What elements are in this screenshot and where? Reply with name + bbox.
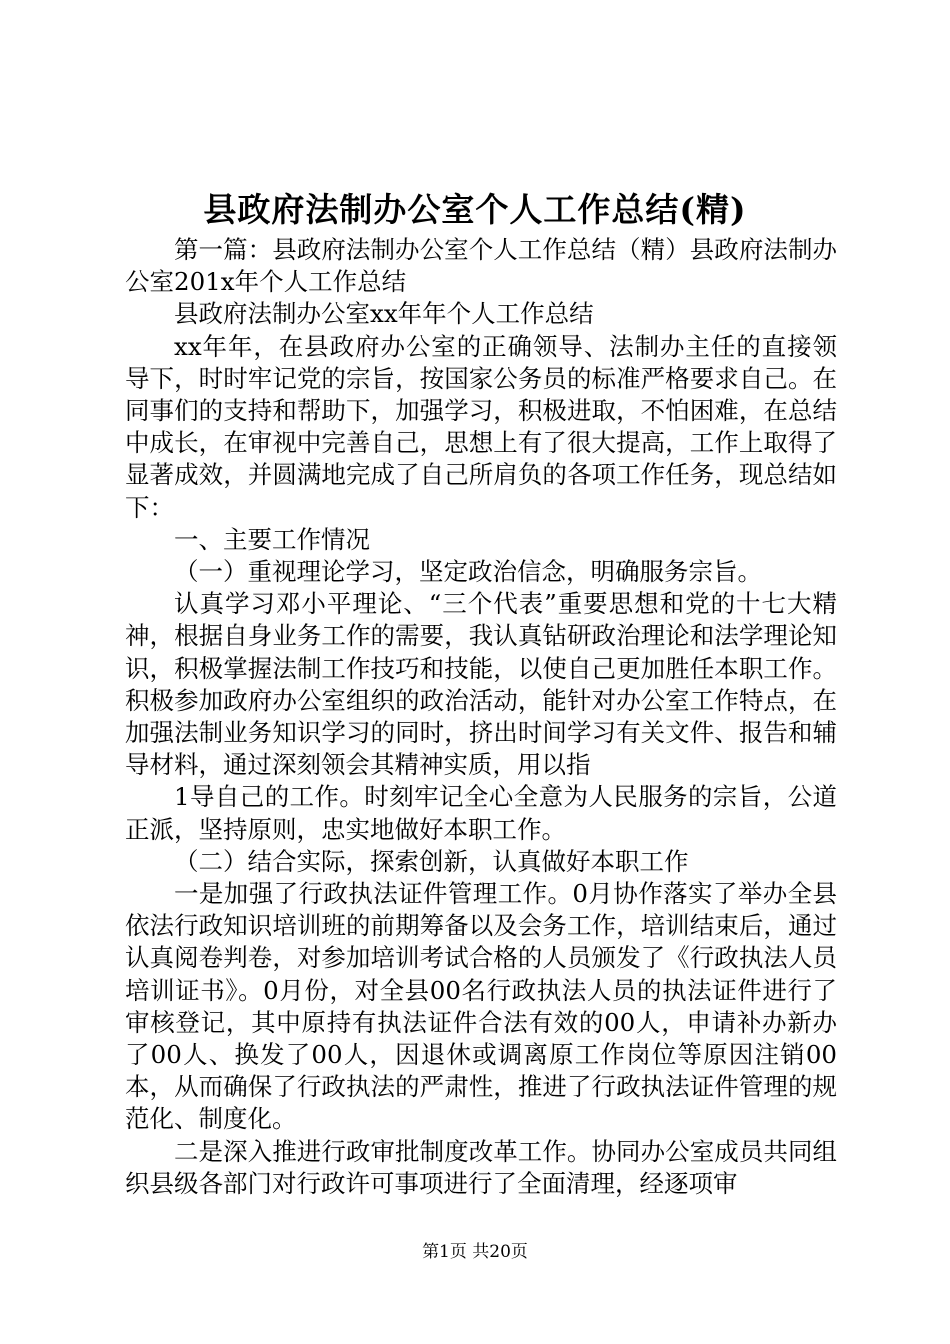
paragraph: （一）重视理论学习，坚定政治信念，明确服务宗旨。 [174,557,762,587]
document-title: 县政府法制办公室个人工作总结(精) [203,190,747,229]
paragraph: 第一篇：县政府法制办公室个人工作总结（精）县政府法制办公室201x年个人工作总结 [125,235,837,297]
paragraph: 一是加强了行政执法证件管理工作。0月协作落实了举办全县依法行政知识培训班的前期筹备以及会务工作，培训结束后，通过认真阅卷判卷，对参加培训考试合格的人员颁发了《行政执法人员培训证书》。0月份，对全县00名行政执法人员的执法证件进行了审核登记，其中原持有执法证件合法有效的00人，申请补办新办了00人、换发了00人，因退休或调离原工作岗位等原因注销00本，从而确保了行政执法的严肃性，推进了行政执法证件管理的规范化、制度化。 [125,879,837,1134]
paragraph: xx年年，在县政府办公室的正确领导、法制办主任的直接领导下，时时牢记党的宗旨，按国家公务员的标准严格要求自己。在同事们的支持和帮助下，加强学习，积极进取，不怕困难，在总结中成长，在审视中完善自己，思想上有了很大提高，工作上取得了显著成效，并圆满地完成了自己所肩负的各项工作任务，现总结如下： [125,331,837,522]
document-body [125,234,837,1200]
paragraph: 1导自己的工作。时刻牢记全心全意为人民服务的宗旨，公道正派，坚持原则，忠实地做好本职工作。 [125,782,837,844]
paragraph: 认真学习邓小平理论、“三个代表”重要思想和党的十七大精神，根据自身业务工作的需要，我认真钻研政治理论和法学理论知识，积极掌握法制工作技巧和技能，以使自己更加胜任本职工作。积极参加政府办公室组织的政治活动，能针对办公室工作特点，在加强法制业务知识学习的同时，挤出时间学习有关文件、报告和辅导材料，通过深刻领会其精神实质，用以指 [125,589,837,780]
page-number-footer: 第1页 共20页 [422,1242,528,1262]
paragraph: 县政府法制办公室xx年年个人工作总结 [174,299,594,329]
paragraph: 一、主要工作情况 [174,524,370,554]
paragraph: （二）结合实际，探索创新，认真做好本职工作 [174,846,689,876]
paragraph: 二是深入推进行政审批制度改革工作。协同办公室成员共同组织县级各部门对行政许可事项进行了全面清理，经逐项审 [125,1136,837,1198]
